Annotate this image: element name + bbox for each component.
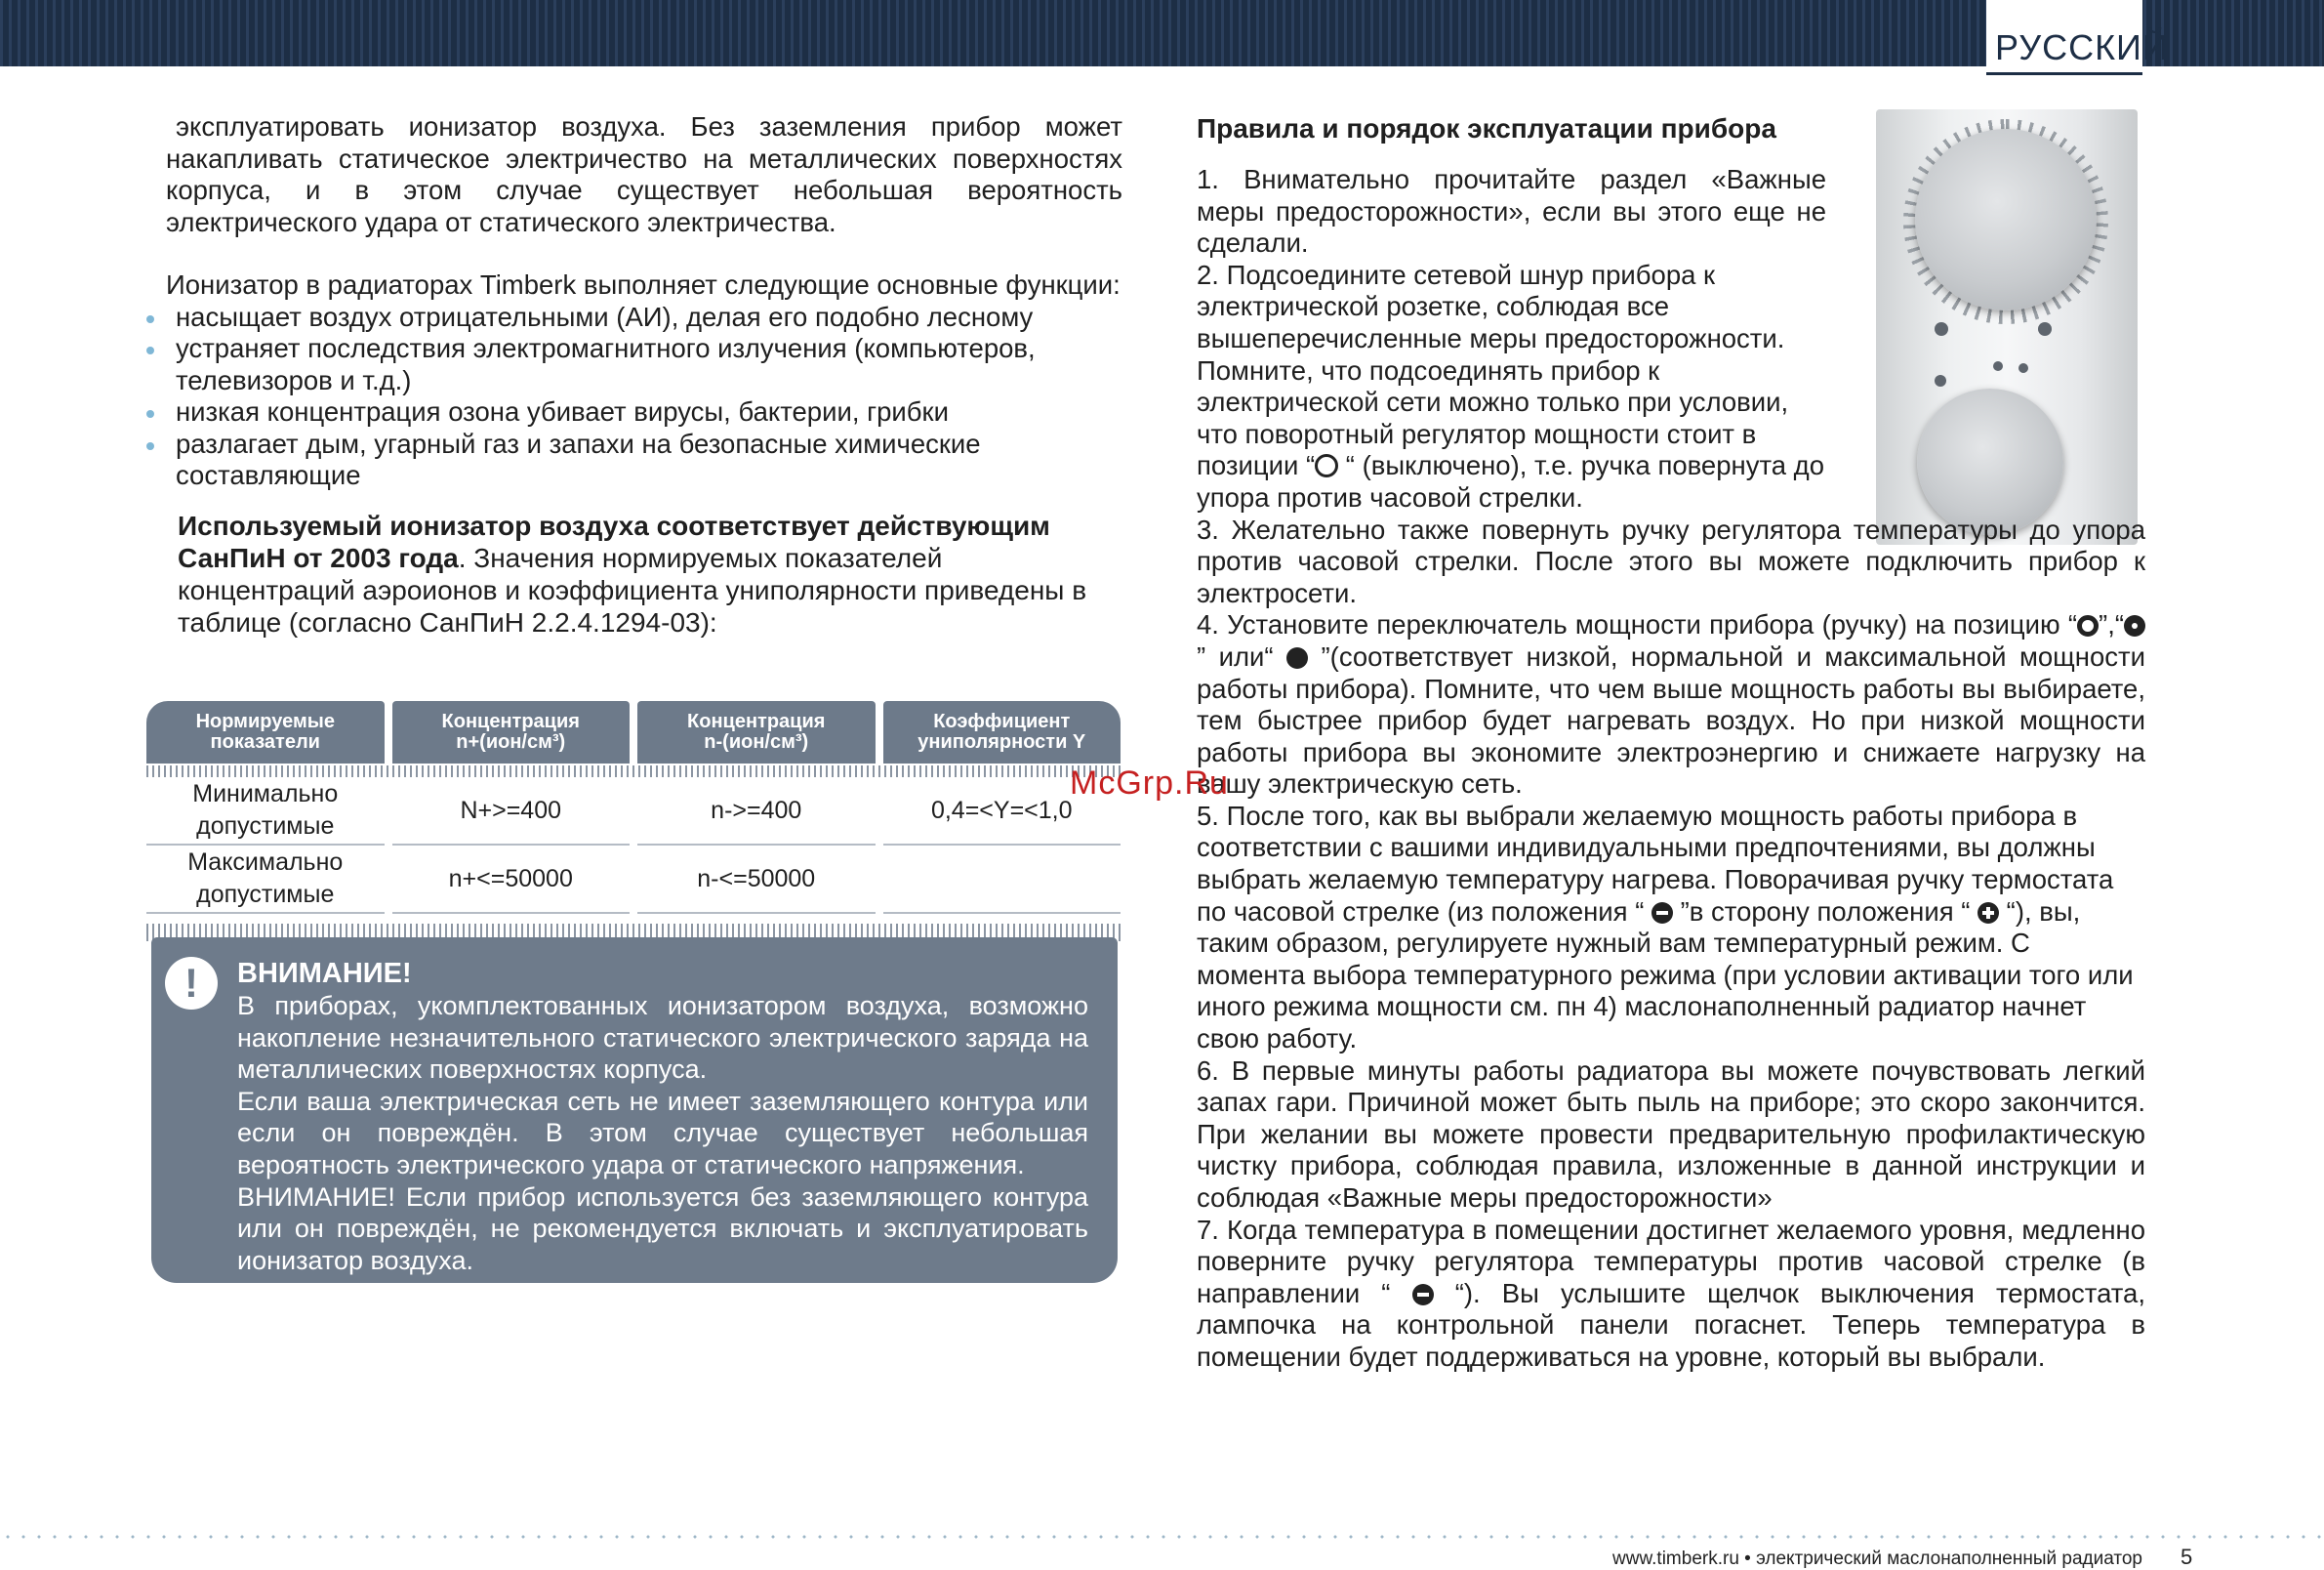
table-cell xyxy=(883,846,1121,914)
table-header-cell: Коэффициент униполярности Y xyxy=(883,701,1121,764)
table-cell: 0,4=<Y=<1,0 xyxy=(883,777,1121,846)
sanpin-text: . Значения нормируемых показателей концентраций аэроионов и коэффициента униполярности приведены в таблице (согласно СанПиН 2.2.4.1294-03): xyxy=(178,542,1087,638)
right-column xyxy=(1197,111,2145,1374)
footer-text[interactable]: www.timberk.ru • электрический маслонаполненный радиатор xyxy=(1612,1549,2142,1569)
grounding-paragraph: эксплуатировать ионизатор воздуха. Без заземления прибор может накапливать статическое электричество на металлических поверхностях корпуса, и в этом случае существует небольшая вероятность электрического удара от статического электричества. xyxy=(166,111,1122,237)
steps-narrow xyxy=(1197,164,1826,515)
functions-list xyxy=(166,302,1122,492)
page-number: 5 xyxy=(2181,1545,2193,1569)
step-7: 7. Когда температура в помещении достигнет желаемого уровня, медленно поверните ручку регулятора температуры против часовой стрелке (в направлении “ “). Вы услышите щелчок выключения термостата, лампочка на контрольной панели погаснет. Теперь температура в помещении будет поддерживаться на уровне, который вы выбрали. xyxy=(1197,1214,2145,1372)
list-item: насыщает воздух отрицательными (АИ), делая его подобно лесному xyxy=(166,302,1122,334)
ion-table xyxy=(146,701,1121,941)
plus-circle-icon xyxy=(1977,902,1999,924)
table-cell: N+>=400 xyxy=(392,777,631,846)
dot-icon xyxy=(2124,615,2145,637)
ring-dot-icon xyxy=(2077,615,2099,637)
step-2: 2. Подсоедините сетевой шнур прибора к электрической розетке, соблюдая все вышеперечисленные меры предосторожности. Помните, что подсоединять прибор к электрической сети можно только при условии, что поворотный регулятор мощности стоит в позиции “ “ (выключено), т.е. ручка повернута до упора против часовой стрелки. xyxy=(1197,259,1825,513)
ring-icon xyxy=(1315,454,1338,477)
table-cell: n+<=50000 xyxy=(392,846,631,914)
minus-circle-icon xyxy=(1412,1284,1434,1305)
step-1: 1. Внимательно прочитайте раздел «Важные меры предосторожности», если вы этого еще не сделали. xyxy=(1197,164,1826,259)
rules-title: Правила и порядок эксплуатации прибора xyxy=(1197,113,1776,144)
table-row xyxy=(146,846,1121,914)
table-cell: n-<=50000 xyxy=(637,846,876,914)
warning-text xyxy=(237,957,1088,1276)
step-5: 5. После того, как вы выбрали желаемую мощность работы прибора в соответствии с вашими индивидуальными предпочтениями, вы должны выбрать желаемую температуру нагрева. Поворачивая ручку термостата по часовой стрелке (из положения “ ”в сторону положения “ “), вы, таким образом, регулируете нужный вам температурный режим. С момента выбора температурного режима (при условии активации того или иного режима мощности см. пн 4) маслонаполненный радиатор начнет свою работу. xyxy=(1197,800,2134,1054)
step-6: 6. В первые минуты работы радиатора вы можете почувствовать легкий запах гари. Причиной может быть пыль на приборе; это скоро закончится. При желании вы можете провести предварительную профилактическую чистку прибора, соблюдая правила, изложенные в данной инструкции и соблюдая «Важные меры предосторожности» xyxy=(1197,1054,2145,1213)
sanpin-bold: Используемый ионизатор воздуха соответствует действующим СанПиН от 2003 года xyxy=(178,510,1050,573)
warning-paragraph: В приборах, укомплектованных ионизатором воздуха, возможно накопление незначительного статического электрического заряда на металлических поверхностях корпуса. xyxy=(237,991,1088,1085)
warning-paragraph: Если ваша электрическая сеть не имеет заземляющего контура или если он повреждён. В этом случае существует небольшая вероятность электрического удара от статического напряжения. xyxy=(237,1086,1088,1179)
language-label: РУССКИЙ xyxy=(1995,27,2169,67)
sanpin-paragraph xyxy=(178,510,1122,639)
table-cell-label: Максимально допустимые xyxy=(146,846,385,914)
table-header-cell: Концентрация n+(ион/см³) xyxy=(392,701,631,764)
table-cell: n->=400 xyxy=(637,777,876,846)
step-4: 4. Установите переключатель мощности прибора (ручку) на позицию “ ”,“ ” или“ ”(соответствует низкой, нормальной и максимальной мощности работы прибора). Помните, что чем выше мощность работы вы выбираете, тем быстрее прибор будет нагревать воздух. Но при низкой мощности работы прибора вы экономите электроэнергию и снижаете нагрузку на вашу электрическую сеть. xyxy=(1197,609,2145,800)
table-header-cell: Концентрация n-(ион/см³) xyxy=(637,701,876,764)
full-circle-icon xyxy=(1286,647,1308,669)
left-column xyxy=(166,111,1122,666)
watermark: McGrp.Ru xyxy=(1070,764,1229,802)
ionizer-functions xyxy=(166,269,1122,492)
warning-paragraph: ВНИМАНИЕ! Если прибор используется без заземляющего контура или он повреждён, не рекомендуется включать и эксплуатировать ионизатор воздуха. xyxy=(237,1181,1088,1275)
minus-circle-icon xyxy=(1651,902,1673,924)
list-item: низкая концентрация озона убивает вирусы, бактерии, грибки xyxy=(166,396,1122,429)
warning-box xyxy=(151,937,1118,1283)
table-header xyxy=(146,701,1121,764)
exclamation-icon: ! xyxy=(165,957,218,1010)
list-item: разлагает дым, угарный газ и запахи на безопасные химические составляющие xyxy=(166,429,1122,492)
warning-title: ВНИМАНИЕ! xyxy=(237,958,412,989)
list-item: устраняет последствия электромагнитного излучения (компьютеров, телевизоров и т.д.) xyxy=(166,333,1122,396)
table-hatch xyxy=(146,765,1121,777)
functions-intro: Ионизатор в радиаторах Timberk выполняет следующие основные функции: xyxy=(166,269,1121,300)
step-3: 3. Желательно также повернуть ручку регулятора температуры до упора против часовой стрелки. После этого вы можете подключить прибор к электросети. xyxy=(1197,514,2145,608)
table-header-cell: Нормируемые показатели xyxy=(146,701,385,764)
footer-divider xyxy=(0,1535,2324,1539)
table-cell-label: Минимально допустимые xyxy=(146,777,385,846)
table-row xyxy=(146,777,1121,846)
header-bar xyxy=(0,0,2324,66)
